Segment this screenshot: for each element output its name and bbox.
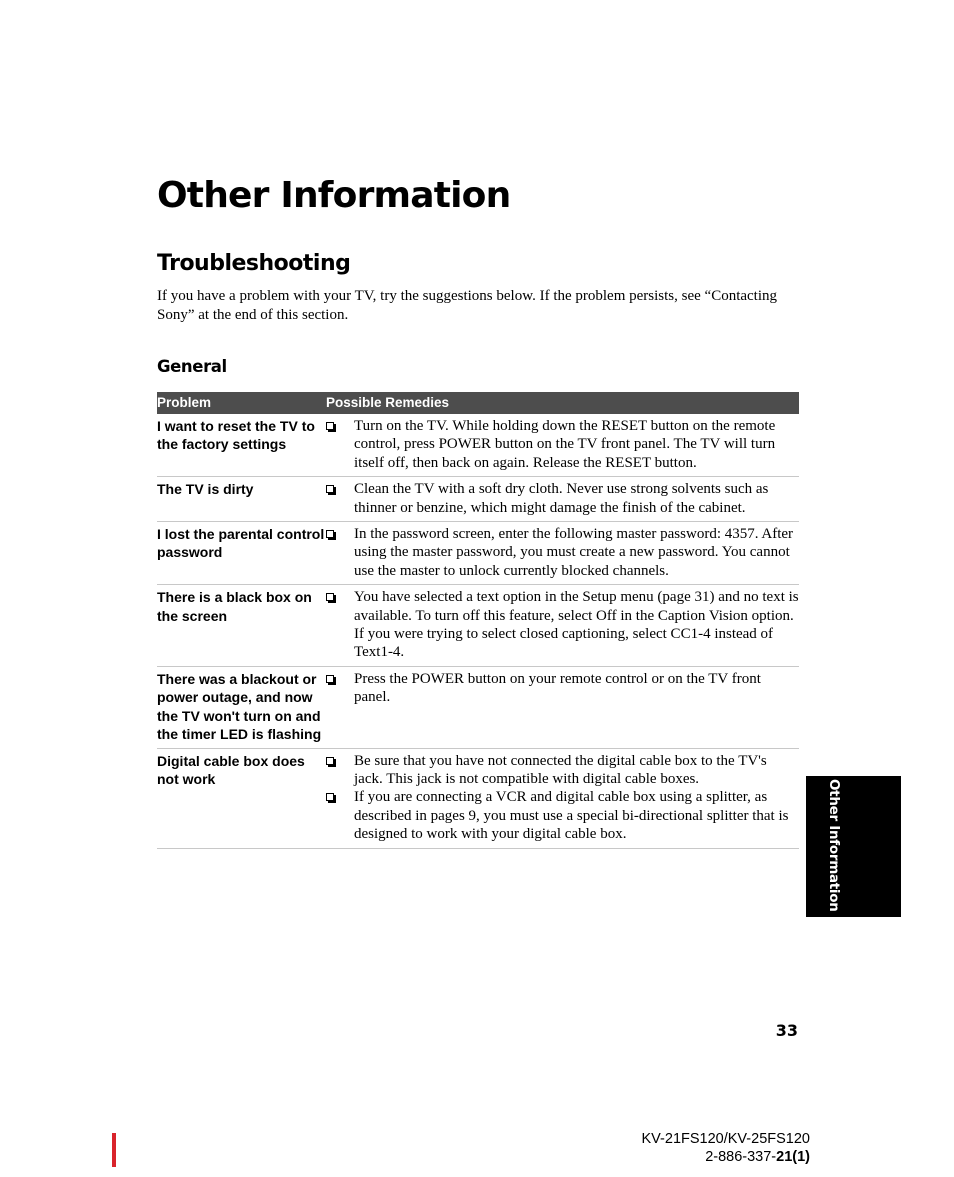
intro-paragraph: If you have a problem with your TV, try the suggestions below. If the problem persists, see “Contacting Sony” at the end of this section. — [157, 288, 778, 323]
chapter-title: Other Information — [157, 175, 511, 216]
troubleshooting-table — [157, 392, 799, 849]
remedy-item — [326, 417, 799, 472]
table-row — [157, 585, 799, 667]
subsection-title: General — [157, 357, 227, 376]
remedy-item — [326, 788, 799, 843]
page-number: 33 — [775, 1021, 798, 1040]
section-title: Troubleshooting — [157, 251, 351, 276]
checkbox-bullet-icon — [326, 593, 334, 601]
remedy-item — [326, 752, 799, 789]
problem-cell: I lost the parental control password — [157, 526, 325, 561]
checkbox-bullet-icon — [326, 675, 334, 683]
red-margin-bar — [112, 1133, 116, 1167]
table-row — [157, 477, 799, 522]
remedies-cell — [326, 480, 799, 517]
remedy-text: Be sure that you have not connected the digital cable box to the TV's jack. This jack is not compatible with digital cable boxes. — [354, 752, 767, 787]
remedy-item — [326, 670, 799, 707]
remedy-text: You have selected a text option in the Setup menu (page 31) and no text is available. To turn off this feature, select Off in the Caption Vision option. If you were trying to select closed captioning, select CC1-4 instead of Text1-4. — [354, 589, 799, 661]
document-code-suffix: 21(1) — [776, 1149, 810, 1165]
table-row — [157, 522, 799, 585]
remedy-text: In the password screen, enter the following master password: 4357. After using the master password, you must create a new password. You cannot use the master to unlock currently blocked channels. — [354, 526, 794, 579]
model-number: KV-21FS120/KV-25FS120 — [641, 1131, 810, 1147]
checkbox-bullet-icon — [326, 422, 334, 430]
table-row — [157, 749, 799, 849]
remedies-cell — [326, 417, 799, 472]
remedies-cell — [326, 752, 799, 844]
problem-cell: I want to reset the TV to the factory settings — [157, 418, 315, 453]
document-code-prefix: 2-886-337- — [705, 1149, 777, 1165]
problem-cell: There was a blackout or power outage, and now the TV won't turn on and the timer LED is flashing — [157, 670, 322, 743]
side-chapter-tab-label: Other Information — [826, 779, 842, 912]
problem-cell: There is a black box on the screen — [157, 589, 312, 624]
remedy-text: Press the POWER button on your remote control or on the TV front panel. — [354, 670, 761, 706]
remedies-cell — [326, 670, 799, 744]
problem-cell: The TV is dirty — [157, 481, 254, 498]
column-header-remedies: Possible Remedies — [326, 395, 450, 410]
remedy-item — [326, 480, 799, 517]
column-header-problem: Problem — [157, 395, 212, 410]
side-chapter-tab — [806, 776, 901, 917]
remedy-text: Turn on the TV. While holding down the RESET button on the remote control, press POWER button on the TV front panel. The TV will turn itself off, then back on again. Release the RESET button. — [354, 418, 776, 471]
remedy-item — [326, 588, 799, 662]
problem-cell: Digital cable box does not work — [157, 752, 305, 787]
table-row — [157, 667, 799, 749]
model-info — [642, 1130, 810, 1166]
checkbox-bullet-icon — [326, 485, 334, 493]
remedies-cell — [326, 588, 799, 662]
document-code — [642, 1148, 810, 1166]
checkbox-bullet-icon — [326, 793, 334, 801]
checkbox-bullet-icon — [326, 757, 334, 765]
remedy-text: Clean the TV with a soft dry cloth. Never use strong solvents such as thinner or benzine, which might damage the finish of the cabinet. — [354, 481, 769, 516]
table-header — [157, 392, 799, 414]
remedy-item — [326, 525, 799, 580]
remedies-cell — [326, 525, 799, 580]
checkbox-bullet-icon — [326, 530, 334, 538]
remedy-text: If you are connecting a VCR and digital cable box using a splitter, as described in pages 9, you must use a special bi-directional splitter that is designed to work with your digital cable box. — [354, 789, 789, 843]
table-row — [157, 414, 799, 477]
